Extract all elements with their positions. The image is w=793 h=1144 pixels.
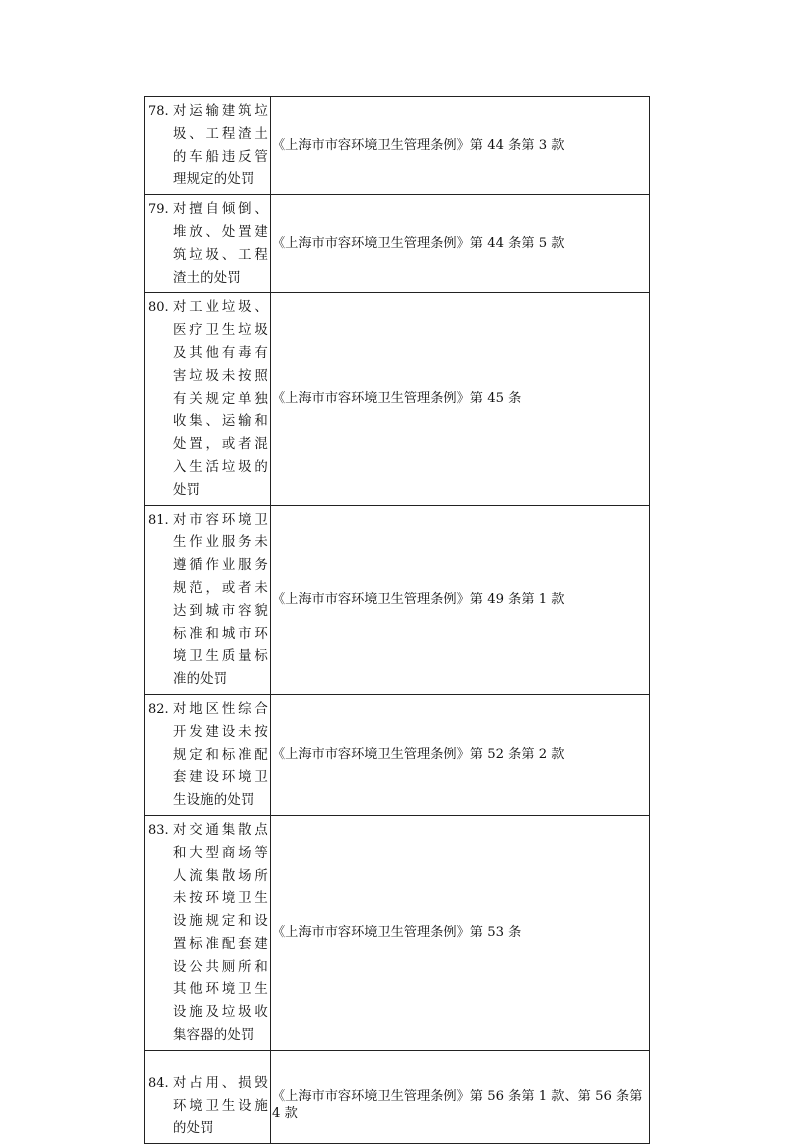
item-description: 对市容环境卫生作业服务未遵循作业服务规范，或者未达到城市容貌标准和城市环境卫生质量标准的处罚 bbox=[173, 512, 268, 688]
law-cell bbox=[271, 505, 650, 694]
law-reference: 《上海市市容环境卫生管理条例》第 44 条第 5 款 bbox=[272, 236, 565, 252]
law-reference: 《上海市市容环境卫生管理条例》第 53 条 bbox=[272, 925, 522, 941]
table-row bbox=[145, 1050, 650, 1143]
table-row bbox=[145, 694, 650, 815]
table-row bbox=[145, 97, 650, 195]
item-number: 82. bbox=[148, 701, 169, 717]
law-reference: 《上海市市容环境卫生管理条例》第 45 条 bbox=[272, 391, 522, 407]
item-number: 83. bbox=[148, 822, 169, 838]
item-cell bbox=[145, 293, 271, 505]
item-description: 对交通集散点和大型商场等人流集散场所未按环境卫生设施规定和设置标准配套建设公共厕所和其他环境卫生设施及垃圾收集容器的处罚 bbox=[173, 822, 268, 1044]
item-description: 对运输建筑垃圾、工程渣土的车船违反管理规定的处罚 bbox=[173, 104, 268, 188]
item-number: 81. bbox=[148, 512, 169, 528]
law-cell bbox=[271, 195, 650, 293]
item-number: 84. bbox=[148, 1075, 169, 1091]
law-reference: 《上海市市容环境卫生管理条例》第 49 条第 1 款 bbox=[272, 592, 565, 608]
law-cell bbox=[271, 694, 650, 815]
penalty-table bbox=[144, 96, 650, 1144]
law-cell bbox=[271, 97, 650, 195]
law-cell bbox=[271, 293, 650, 505]
table-row bbox=[145, 505, 650, 694]
item-cell bbox=[145, 97, 271, 195]
item-description: 对地区性综合开发建设未按规定和标准配套建设环境卫生设施的处罚 bbox=[173, 701, 268, 809]
table-row bbox=[145, 293, 650, 505]
item-cell bbox=[145, 195, 271, 293]
law-cell bbox=[271, 1050, 650, 1143]
item-number: 79. bbox=[148, 202, 169, 218]
law-cell bbox=[271, 815, 650, 1050]
item-cell bbox=[145, 694, 271, 815]
law-reference: 《上海市市容环境卫生管理条例》第 56 条第 1 款、第 56 条第 4 款 bbox=[272, 1088, 643, 1121]
item-cell bbox=[145, 1050, 271, 1143]
item-description: 对擅自倾倒、堆放、处置建筑垃圾、工程渣土的处罚 bbox=[173, 202, 268, 286]
item-cell bbox=[145, 815, 271, 1050]
item-description: 对工业垃圾、医疗卫生垃圾及其他有毒有害垃圾未按照有关规定单独收集、运输和处置，或者混入生活垃圾的处罚 bbox=[173, 300, 268, 498]
item-cell bbox=[145, 505, 271, 694]
table-row bbox=[145, 195, 650, 293]
item-number: 78. bbox=[148, 104, 169, 119]
item-description: 对占用、损毁环境卫生设施的处罚 bbox=[173, 1075, 268, 1137]
law-reference: 《上海市市容环境卫生管理条例》第 52 条第 2 款 bbox=[272, 747, 565, 763]
item-number: 80. bbox=[148, 300, 169, 316]
table-row bbox=[145, 815, 650, 1050]
law-reference: 《上海市市容环境卫生管理条例》第 44 条第 3 款 bbox=[272, 138, 565, 154]
